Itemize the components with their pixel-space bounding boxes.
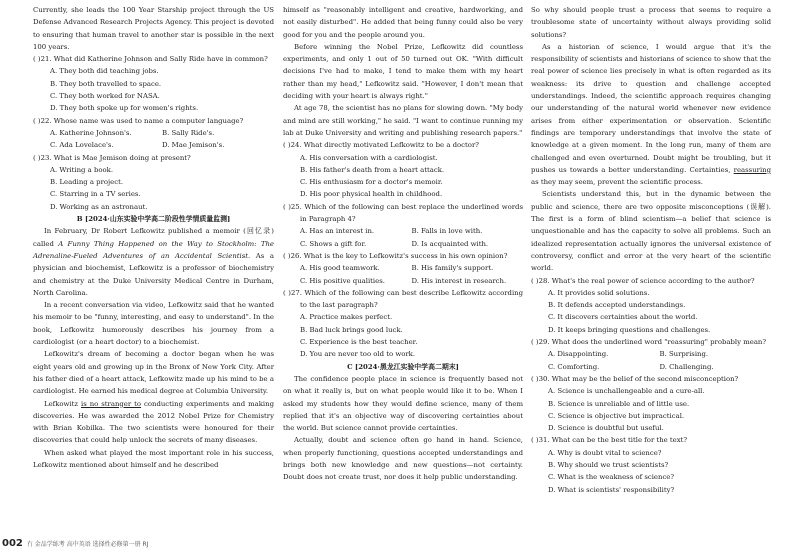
- option[interactable]: C. What is the weakness of science?: [548, 473, 675, 482]
- option[interactable]: B. It defends accepted understandings.: [548, 301, 686, 310]
- paragraph-text: As a historian of science, I would argue that it's the responsibility of scientists and historians of science to show that the real power of science lies precisely in what is often regarded as its weakness: its drive to question and challenge accepted understandings. Indeed, the scientific approach requires changing our understanding of the natural world whenever new evidence arises from either experimentation or observation. Scientific findings are temporary understandings that involve the state of knowledge at a given moment. In the long run, many of them are challenged and even overturned. Doubt might be troubling, but it pushes us towards a better understanding. Certainties,: [531, 42, 771, 174]
- option[interactable]: C. His enthusiasm for a doctor's memoir.: [300, 178, 443, 187]
- footer-text: 冇 金品学练考 高中英语 选择性必修第一册 RJ: [26, 541, 149, 548]
- page-number: 002: [2, 538, 23, 549]
- section-heading-b: B [2024·山东实验中学高二阶段性学情质量监测]: [76, 215, 231, 224]
- option[interactable]: D. His poor physical health in childhood.: [300, 190, 443, 199]
- question-31: ( )31. What can be the best title for the text?: [531, 436, 688, 445]
- option[interactable]: D. You are never too old to work.: [300, 350, 416, 359]
- option[interactable]: B. Falls in love with.: [411, 227, 483, 236]
- column-3: [531, 4, 771, 496]
- option[interactable]: C. Experience is the best teacher.: [300, 338, 418, 347]
- option[interactable]: D. Is acquainted with.: [411, 239, 489, 248]
- option[interactable]: D. Working as an astronaut.: [50, 202, 148, 211]
- question-26: ( )26. What is the key to Lefkowitz's success in his own opinion?: [283, 251, 508, 260]
- option[interactable]: A. Disappointing.: [548, 350, 609, 359]
- question-21: ( )21. What did Katherine Johnson and Sally Ride have in common?: [33, 55, 268, 64]
- question-29: ( )29. What does the underlined word "reassuring" probably mean?: [531, 338, 767, 347]
- underlined-words: is no stranger to: [81, 399, 142, 408]
- question-23: ( )23. What is Mae Jemison doing at present?: [33, 153, 191, 162]
- passage-paragraph: At age 78, the scientist has no plans for slowing down. "My body and mind are still working," he said. "I want to continue running my lab at Duke University and writing and publishing research papers.": [283, 104, 523, 137]
- section-heading-c: C [2024·黑龙江实验中学高二期末]: [347, 362, 459, 371]
- column-1: [33, 4, 274, 471]
- option[interactable]: C. Science is objective but impractical.: [548, 411, 685, 420]
- passage-paragraph: Actually, doubt and science often go hand in hand. Science, when properly functioning, questions accepted understandings and brings both new knowledge and new questions—not certainty. Doubt does not create trust, nor does it help public understanding.: [283, 436, 523, 482]
- option[interactable]: C. Shows a gift for.: [300, 239, 367, 248]
- option-row: [33, 127, 274, 139]
- option[interactable]: A. Why is doubt vital to science?: [548, 448, 662, 457]
- column-2: [283, 4, 523, 484]
- passage-paragraph: [33, 398, 274, 447]
- option[interactable]: A. Practice makes perfect.: [300, 313, 393, 322]
- option[interactable]: D. Challenging.: [659, 362, 714, 371]
- option-row: [283, 225, 523, 237]
- question-25: ( )25. Which of the following can best replace the underlined words in Paragraph 4?: [283, 202, 523, 224]
- option[interactable]: D. His interest in research.: [411, 276, 507, 285]
- option[interactable]: B. They both travelled to space.: [50, 79, 162, 88]
- passage-paragraph: Scientists understand this, but in the dynamic between the public and science, there are two opposite misconceptions (误解). The first is a form of blind scientism—a belief that science is unquestionable and has the capacity to solve all problems. Such an idealized representation actually ignores the universal existence of controversy, conflict and error at the very heart of the scientific world.: [531, 190, 771, 273]
- option[interactable]: A. They both did teaching jobs.: [50, 67, 159, 76]
- option[interactable]: A. His conversation with a cardiologist.: [300, 153, 438, 162]
- paragraph-text: as they may seem, prevent the scientific process.: [531, 178, 703, 187]
- option[interactable]: A. It provides solid solutions.: [548, 288, 650, 297]
- paragraph-text: Lefkowitz: [44, 399, 81, 408]
- passage-paragraph: Currently, she leads the 100 Year Starship project through the US Defense Advanced Research Projects Agency. This project is devoted to ensuring that human travel to another star is possible in the next 100 years.: [33, 6, 274, 51]
- option[interactable]: B. His father's death from a heart attack.: [300, 165, 445, 174]
- option[interactable]: A. Writing a book.: [50, 165, 114, 174]
- passage-paragraph: [531, 41, 771, 189]
- option[interactable]: C. Starring in a TV series.: [50, 190, 141, 199]
- option-row: [283, 238, 523, 250]
- option-row: [33, 139, 274, 151]
- option[interactable]: B. His family's support.: [411, 264, 494, 273]
- option[interactable]: A. Has an interest in.: [300, 227, 375, 236]
- option[interactable]: D. They both spoke up for women's rights.: [50, 104, 199, 113]
- option[interactable]: B. Bad luck brings good luck.: [300, 325, 403, 334]
- question-24: ( )24. What directly motivated Lefkowitz to be a doctor?: [283, 141, 479, 150]
- option[interactable]: A. His good teamwork.: [300, 264, 380, 273]
- question-30: ( )30. What may be the belief of the second misconception?: [531, 374, 739, 383]
- paragraph-text: conducting experiments and making discoveries. He was awarded the 2012 Nobel Prize for Chemistry with Brian Kobilka. The two scientists were honoured for their discoveries that could help unlock the secrets of many diseases.: [33, 399, 274, 445]
- question-28: ( )28. What's the real power of science according to the author?: [531, 276, 755, 285]
- paragraph-text: . As a physician and biochemist, Lefkowitz is a professor of biochemistry and chemistry at the Duke University Medical Centre in Durham, North Carolina.: [33, 251, 274, 297]
- passage-paragraph: himself as "reasonably intelligent and creative, hardworking, and not easily disturbed". He added that being funny could also be very good for you and the people around you.: [283, 6, 523, 39]
- option[interactable]: D. Mae Jemison's.: [162, 141, 225, 150]
- option-row: [283, 262, 523, 274]
- option[interactable]: B. Science is unreliable and of little use.: [548, 399, 690, 408]
- page-footer: [2, 538, 148, 551]
- passage-paragraph: Lefkowitz's dream of becoming a doctor began when he was eight years old and growing up in the Bronx of New York City. After his father died of a heart attack, Lefkowitz made up his mind to be a cardiologist. He earned his medical degree at Columbia University.: [33, 350, 274, 396]
- option[interactable]: C. Ada Lovelace's.: [50, 141, 114, 150]
- option-row: [531, 361, 771, 373]
- option[interactable]: B. Why should we trust scientists?: [548, 460, 669, 469]
- option[interactable]: D. It keeps bringing questions and challenges.: [548, 325, 711, 334]
- question-22: ( )22. Whose name was used to name a computer language?: [33, 116, 244, 125]
- passage-paragraph: When asked what played the most important role in his success, Lefkowitz mentioned about himself and he described: [33, 448, 274, 469]
- option[interactable]: B. Surprising.: [659, 350, 709, 359]
- option-row: [531, 348, 771, 360]
- option[interactable]: C. It discovers certainties about the world.: [548, 313, 698, 322]
- paragraph-text: In February, Dr Robert Lefkowitz published a memoir (回忆录) called: [33, 227, 274, 248]
- book-title: A Funny Thing Happened on the Way to Stockholm: The Adrenaline-Fueled Adventures of an Accidental Scientist: [33, 239, 274, 260]
- option[interactable]: C. Comforting.: [548, 362, 600, 371]
- underlined-word: reassuring: [733, 165, 771, 174]
- option[interactable]: C. His positive qualities.: [300, 276, 385, 285]
- passage-paragraph: The confidence people place in science is frequently based not on what it really is, but on what people would like it to be. When I asked my students how they would define science, many of them replied that it's an objective way of discovering certainties about the world. But science cannot provide certainties.: [283, 374, 523, 433]
- option-row: [283, 275, 523, 287]
- option[interactable]: D. What is scientists' responsibility?: [548, 485, 675, 494]
- option[interactable]: B. Leading a project.: [50, 178, 124, 187]
- passage-paragraph: In a recent conversation via video, Lefkowitz said that he wanted his memoir to be "funny, interesting, and easy to understand". In the book, Lefkowitz humorously describes his journey from a cardiologist (or a heart doctor) to a biochemist.: [33, 301, 274, 347]
- option[interactable]: D. Science is doubtful but useful.: [548, 424, 664, 433]
- passage-paragraph: So why should people trust a process that seems to require a troublesome state of uncertainty without always providing solid solutions?: [531, 6, 771, 39]
- option[interactable]: A. Katherine Johnson's.: [50, 128, 132, 137]
- passage-paragraph: [33, 225, 274, 299]
- passage-paragraph: Before winning the Nobel Prize, Lefkowitz did countless experiments, and only 1 out of 50 turned out OK. "With difficult decisions I've had to make, I tend to make them with my heart rather than my head," Lefkowitz said. "However, I don't mean that deciding with your heart is always right.": [283, 42, 523, 101]
- option[interactable]: B. Sally Ride's.: [162, 128, 215, 137]
- option[interactable]: C. They both worked for NASA.: [50, 92, 160, 101]
- option[interactable]: A. Science is unchallengeable and a cure-all.: [548, 387, 705, 396]
- question-27: ( )27. Which of the following can best describe Lefkowitz according to the last paragraph?: [283, 288, 523, 310]
